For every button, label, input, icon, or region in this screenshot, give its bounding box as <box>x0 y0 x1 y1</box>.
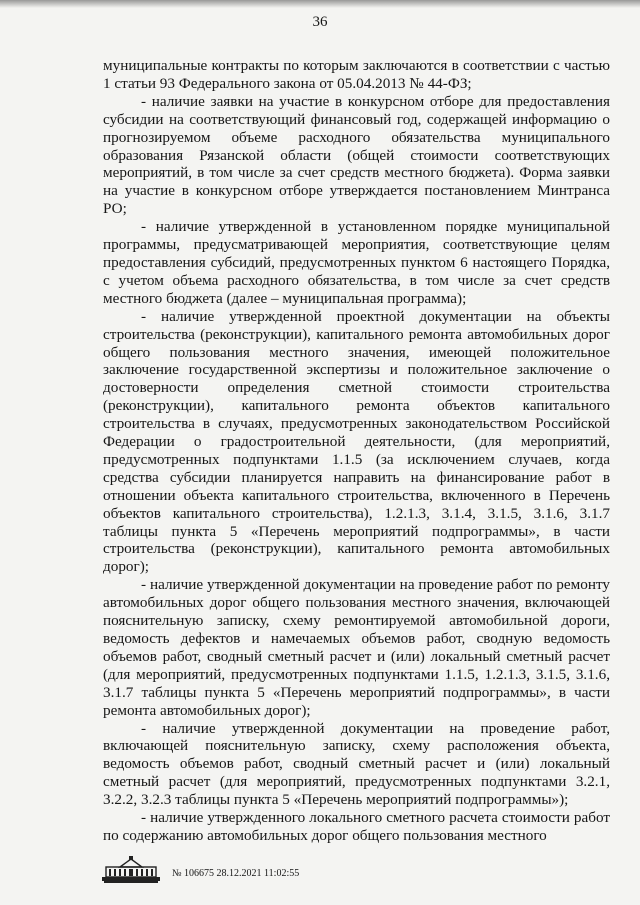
scan-top-edge <box>0 0 640 8</box>
paragraph: - наличие утвержденной документации на проведение работ, включающей пояснительную записку, схему расположения объекта, ведомость объемов работ, сводный сметный расчет и (или) локальный сметный расчет (для мероприятий, предусмотренных подпунктами 3.2.1, 3.2.2, 3.2.3 таблицы пункта 5 «Перечень мероприятий подпрограммы»); <box>103 719 610 809</box>
paragraph: - наличие утвержденной в установленном порядке муниципальной программы, предусматривающей мероприятия, соответствующие целям предоставления субсидий, предусмотренных пунктом 6 настоящего Порядка, с учетом объема расходного обязательства, в том числе за счет средств местного бюджета (далее – муниципальная программа); <box>103 218 610 307</box>
document-footer <box>100 855 540 895</box>
paragraph: - наличие утвержденного локального сметного расчета стоимости работ по содержанию автомобильных дорог общего пользования местного <box>103 809 610 844</box>
document-registration-number: № 106675 28.12.2021 11:02:55 <box>172 868 300 879</box>
document-body <box>103 57 610 845</box>
government-building-logo <box>100 855 162 885</box>
paragraph: - наличие заявки на участие в конкурсном отборе для предоставления субсидии на соответствующий финансовый год, содержащей информацию о прогнозируемом объеме расходного обязательства муниципального образования Рязанской области (общей стоимости соответствующих мероприятий, в том числе за счет средств местного бюджета). Форма заявки на участие в конкурсном отборе утверждается постановлением Минтранса РО; <box>103 92 610 218</box>
page-number: 36 <box>312 14 328 30</box>
paragraph: муниципальные контракты по которым заключаются в соответствии с частью 1 статьи 93 Федерального закона от 05.04.2013 № 44-ФЗ; <box>103 57 610 92</box>
paragraph: - наличие утвержденной проектной документации на объекты строительства (реконструкции), капитального ремонта автомобильных дорог общего пользования местного значения, имеющей положительное заключение государственной экспертизы и положительное заключение о достоверности определения сметной стоимости строительства (реконструкции), капитального ремонта объектов капитального строительства в случаях, предусмотренных законодательством Российской Федерации о градостроительной деятельности, (для мероприятий, предусмотренных подпунктами 1.1.5 (за исключением случаев, когда средства субсидии планируется направить на финансирование работ в отношении объекта капитального строительства, включенного в Перечень объектов капитального строительства), 1.2.1.3, 3.1.4, 3.1.5, 3.1.6, 3.1.7 таблицы пункта 5 «Перечень мероприятий подпрограммы», в части строительства (реконструкции), капитального ремонта автомобильных дорог); <box>103 307 610 576</box>
paragraph: - наличие утвержденной документации на проведение работ по ремонту автомобильных дорог общего пользования местного значения, включающей пояснительную записку, схему ремонтируемой автомобильной дороги, ведомость дефектов и намечаемых объемов работ, сводную ведомость объемов работ, сводный сметный расчет и (или) локальный сметный расчет (для мероприятий, предусмотренных подпунктами 1.1.5, 1.2.1.3, 3.1.5, 3.1.6, 3.1.7 таблицы пункта 5 «Перечень мероприятий подпрограммы», в части ремонта автомобильных дорог); <box>103 576 610 719</box>
